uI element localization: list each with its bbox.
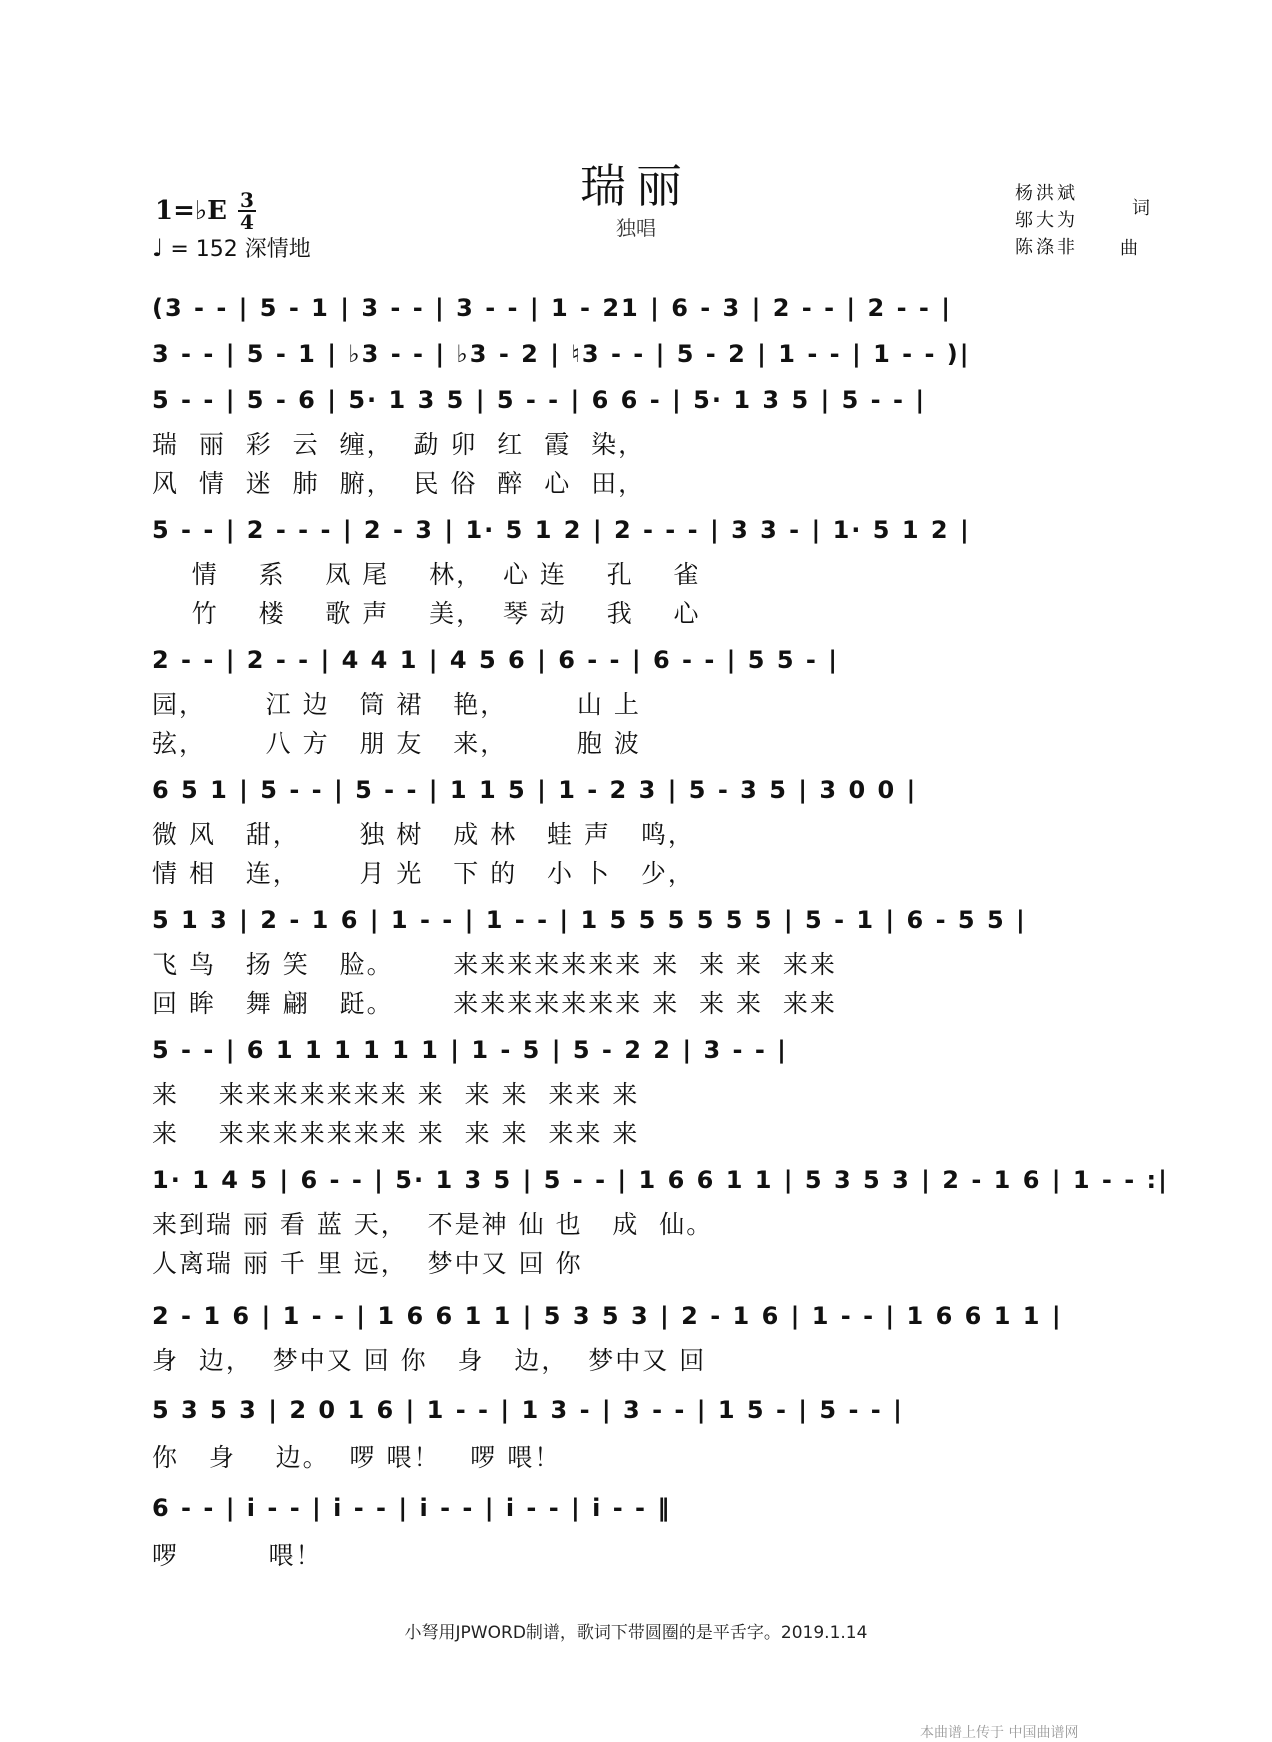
song-title: 瑞丽 xyxy=(580,159,692,213)
notation-line: 5 - - | 2 - - - | 2 - 3 | 1· 5 1 2 | 2 - - - | 3 3 - | 1· 5 1 2 | xyxy=(152,516,971,544)
lyric-verse-1: 微 风 甜， 独 树 成 林 蛙 声 鸣， xyxy=(152,820,695,849)
notation-line: 6 - - | i - - | i - - | i - - | i - - | i - - ‖ xyxy=(152,1494,672,1522)
notation-line: 5 - - | 5 - 6 | 5· 1 3 5 | 5 - - | 6 6 - | 5· 1 3 5 | 5 - - | xyxy=(152,386,927,414)
tempo-text: = 152 深情地 xyxy=(170,237,311,262)
composer: 陈涤非 xyxy=(1015,237,1078,258)
credits xyxy=(1015,180,1078,261)
lyric-verse-2: 回 眸 舞 翩 跹。 来来来来来来来 来 来 来 来来 xyxy=(152,989,837,1018)
score-system-12 xyxy=(152,1490,1112,1526)
time-signature-bottom: 4 xyxy=(240,210,254,234)
score-system-7 xyxy=(152,902,1112,938)
notation-line: 2 - 1 6 | 1 - - | 1 6 6 1 1 | 5 3 5 3 | 2 - 1 6 | 1 - - | 1 6 6 1 1 | xyxy=(152,1302,1063,1330)
notation-line: 5 1 3 | 2 - 1 6 | 1 - - | 1 - - | 1 5 5 5 5 5 5 | 5 - 1 | 6 - 5 5 | xyxy=(152,906,1027,934)
score-system-3 xyxy=(152,382,1112,418)
lyric-verse-1: 来 来来来来来来来 来 来 来 来来 来 xyxy=(152,1080,640,1109)
notation-line: (3 - - | 5 - 1 | 3 - - | 3 - - | 1 - 21 | 6 - 3 | 2 - - | 2 - - | xyxy=(152,294,952,322)
score-system-2 xyxy=(152,336,1112,372)
score-system-6 xyxy=(152,772,1112,808)
performance-type: 独唱 xyxy=(616,216,656,240)
quarter-note-icon: ♩ xyxy=(152,234,164,262)
lyric-verse-1: 情 系 凤 尾 林， 心 连 孔 雀 xyxy=(152,560,701,589)
lyric-verse-1: 身 边， 梦中又 回 你 身 边， 梦中又 回 xyxy=(152,1346,707,1375)
lyricist-1: 杨洪斌 xyxy=(1015,183,1078,204)
lyric-verse-1: 啰 喂！ xyxy=(152,1541,323,1570)
lyricist-role: 词 xyxy=(1132,198,1150,219)
notation-line: 5 - - | 6 1 1 1 1 1 1 | 1 - 5 | 5 - 2 2 | 3 - - | xyxy=(152,1036,788,1064)
composer-role: 曲 xyxy=(1120,238,1138,259)
score-system-8 xyxy=(152,1032,1112,1068)
lyric-verse-1: 瑞 丽 彩 云 缠， 勐 卯 红 霞 染， xyxy=(152,430,646,459)
notation-line: 3 - - | 5 - 1 | ♭3 - - | ♭3 - 2 | ♮3 - - | 5 - 2 | 1 - - | 1 - - )| xyxy=(152,340,971,368)
time-signature xyxy=(238,190,256,232)
score-system-4 xyxy=(152,512,1112,548)
key-signature: 1=♭E xyxy=(155,196,227,226)
lyricist-2: 邬大为 xyxy=(1015,210,1078,231)
score-system-10 xyxy=(152,1298,1112,1334)
notation-line: 1· 1 4 5 | 6 - - | 5· 1 3 5 | 5 - - | 1 6 6 1 1 | 5 3 5 3 | 2 - 1 6 | 1 - - :| xyxy=(152,1166,1169,1194)
score-system-9 xyxy=(152,1162,1169,1198)
time-signature-top: 3 xyxy=(240,188,254,212)
notation-line: 6 5 1 | 5 - - | 5 - - | 1 1 5 | 1 - 2 3 | 5 - 3 5 | 3 0 0 | xyxy=(152,776,918,804)
lyric-verse-2: 人离瑞 丽 千 里 远， 梦中又 回 你 xyxy=(152,1249,583,1278)
watermark: 本曲谱上传于 中国曲谱网 xyxy=(920,1725,1079,1741)
lyric-verse-2: 风 情 迷 肺 腑， 民 俗 醉 心 田， xyxy=(152,469,646,498)
lyric-verse-1: 飞 鸟 扬 笑 脸。 来来来来来来来 来 来 来 来来 xyxy=(152,950,837,979)
tempo-marking xyxy=(152,232,311,263)
score-system-1 xyxy=(152,290,1112,326)
notation-line: 5 3 5 3 | 2 0 1 6 | 1 - - | 1 3 - | 3 - - | 1 5 - | 5 - - | xyxy=(152,1396,904,1424)
score-system-5 xyxy=(152,642,1112,678)
score-system-11 xyxy=(152,1392,1112,1428)
lyric-verse-2: 来 来来来来来来来 来 来 来 来来 来 xyxy=(152,1119,640,1148)
lyric-verse-1: 来到瑞 丽 看 蓝 天， 不是神 仙 也 成 仙。 xyxy=(152,1210,714,1239)
notation-line: 2 - - | 2 - - | 4 4 1 | 4 5 6 | 6 - - | 6 - - | 5 5 - | xyxy=(152,646,839,674)
footer-note: 小弩用JPWORD制谱，歌词下带圆圈的是平舌字。2019.1.14 xyxy=(404,1623,868,1643)
lyric-verse-1: 园， 江 边 筒 裙 艳， 山 上 xyxy=(152,690,641,719)
lyric-verse-2: 情 相 连， 月 光 下 的 小 卜 少， xyxy=(152,859,695,888)
lyric-verse-2: 弦， 八 方 朋 友 来， 胞 波 xyxy=(152,729,641,758)
lyric-verse-1: 你 身 边。 啰 喂！ 啰 喂！ xyxy=(152,1443,562,1472)
lyric-verse-2: 竹 楼 歌 声 美， 琴 动 我 心 xyxy=(152,599,701,628)
